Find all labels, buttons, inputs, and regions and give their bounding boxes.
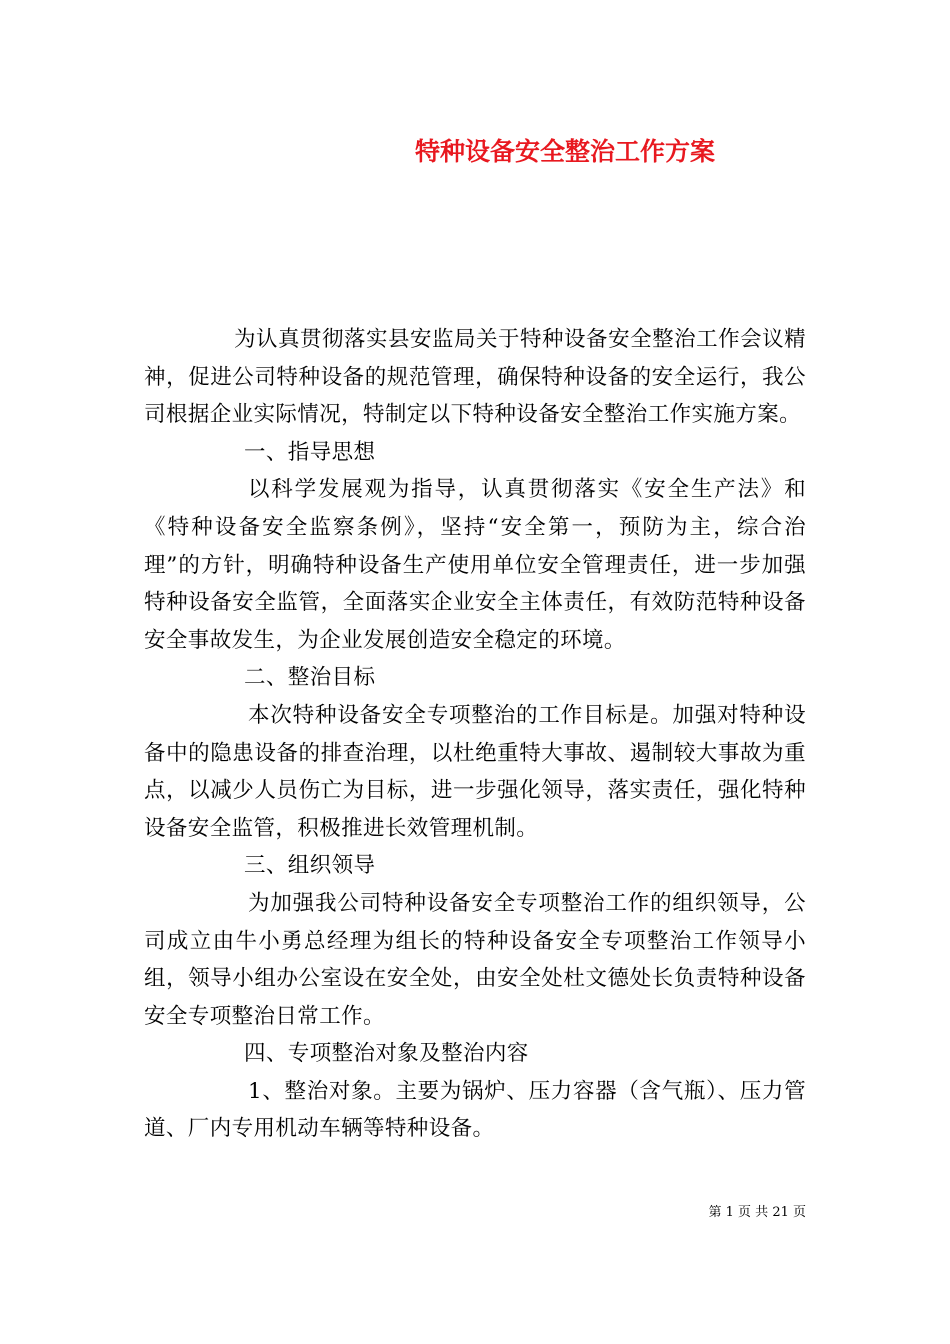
document-title: 特种设备安全整治工作方案 [414, 137, 715, 166]
section-body-4: 1、整治对象。主要为锅炉、压力容器（含气瓶）、压力管道、厂内专用机动车辆等特种设备。 [144, 1078, 806, 1142]
section-body-3: 为加强我公司特种设备安全专项整治工作的组织领导，公司成立由牛小勇总经理为组长的特种设备安全专项整治工作领导小组，领导小组办公室设在安全处，由安全处杜文德处长负责特种设备安全专项整治日常工作。 [144, 890, 806, 1029]
section-heading-3: 三、组织领导 [244, 853, 376, 879]
page-number: 第 1 页 共 21 页 [708, 1205, 806, 1220]
document-body [144, 321, 806, 1148]
section-heading-2: 二、整治目标 [244, 665, 376, 691]
intro-paragraph: 为认真贯彻落实县安监局关于特种设备安全整治工作会议精神，促进公司特种设备的规范管理，确保特种设备的安全运行，我公司根据企业实际情况，特制定以下特种设备安全整治工作实施方案。 [144, 327, 806, 428]
section-body-1: 以科学发展观为指导，认真贯彻落实《安全生产法》和《特种设备安全监察条例》，坚持“安全第一，预防为主，综合治理”的方针，明确特种设备生产使用单位安全管理责任，进一步加强特种设备安全监管，全面落实企业安全主体责任，有效防范特种设备安全事故发生，为企业发展创造安全稳定的环境。 [144, 477, 806, 653]
section-heading-1: 一、指导思想 [244, 439, 376, 465]
section-body-2: 本次特种设备安全专项整治的工作目标是。加强对特种设备中的隐患设备的排查治理，以杜绝重特大事故、遏制较大事故为重点，以减少人员伤亡为目标，进一步强化领导，落实责任，强化特种设备安全监管，积极推进长效管理机制。 [144, 702, 806, 841]
section-heading-4: 四、专项整治对象及整治内容 [244, 1041, 529, 1067]
